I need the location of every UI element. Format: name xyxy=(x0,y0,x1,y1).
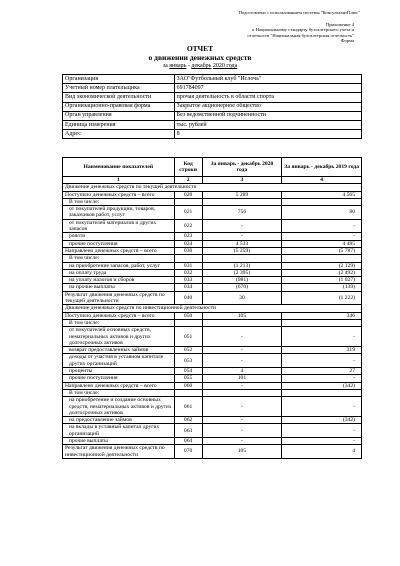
table-row xyxy=(63,233,362,240)
row-code: 061 xyxy=(174,397,202,417)
info-label: Адрес xyxy=(63,130,175,139)
row-name: В том числе: xyxy=(63,319,175,326)
row-value-current xyxy=(202,389,282,396)
row-name: Результат движения денежных средств по текущей деятельности xyxy=(63,291,175,305)
col-header-name: Наименование показателей xyxy=(63,158,175,177)
row-value-previous: (2 492) xyxy=(282,269,362,276)
row-code: 023 xyxy=(174,233,202,240)
table-row xyxy=(63,291,362,305)
row-code xyxy=(174,389,202,396)
row-name: от покупателей продукции, товаров, заказчиков работ, услуг xyxy=(63,206,175,220)
row-name: Результат движения денежных средств по инвестиционной деятельности xyxy=(63,445,175,459)
table-row xyxy=(63,312,362,319)
table-row xyxy=(63,269,362,276)
row-value-current: - xyxy=(202,382,282,389)
row-value-current: (5 259) xyxy=(202,247,282,254)
row-name: доходы от участия в уставном капитале других организаций xyxy=(63,354,175,368)
row-code: 064 xyxy=(174,437,202,444)
row-value-previous: 27 xyxy=(282,368,362,375)
section-row xyxy=(63,184,362,191)
row-name: на уплату налогов и сборов xyxy=(63,277,175,284)
row-value-current: - xyxy=(202,347,282,354)
row-code: 051 xyxy=(174,327,202,347)
row-value-current: 5 289 xyxy=(202,191,282,198)
row-value-previous: - xyxy=(282,327,362,347)
row-value-previous: 346 xyxy=(282,312,362,319)
table-row xyxy=(63,191,362,198)
row-value-previous: - xyxy=(282,219,362,233)
row-value-previous: (1 027) xyxy=(282,277,362,284)
table-row xyxy=(63,397,362,417)
info-value: ЗАО"Футбольный клуб "Ислочь" xyxy=(174,75,361,84)
table-row xyxy=(63,424,362,438)
row-value-previous: - xyxy=(282,354,362,368)
row-code: 021 xyxy=(174,206,202,220)
row-value-current: (981) xyxy=(202,277,282,284)
row-value-current: (2 395) xyxy=(202,269,282,276)
info-row xyxy=(63,93,362,102)
row-value-previous: (139) xyxy=(282,284,362,291)
row-value-previous xyxy=(282,255,362,262)
period-to: декабрь xyxy=(191,63,212,69)
col-number: 2 xyxy=(174,177,202,184)
table-row xyxy=(63,219,362,233)
row-value-previous: (2 129) xyxy=(282,262,362,269)
row-value-current xyxy=(202,319,282,326)
row-value-current: - xyxy=(202,327,282,347)
row-value-previous: 4 xyxy=(282,445,362,459)
info-label: Организация xyxy=(63,75,175,84)
row-value-previous: (1 222) xyxy=(282,291,362,305)
report-subtitle: о движении денежных средств xyxy=(148,53,252,62)
table-row xyxy=(63,417,362,424)
table-row xyxy=(63,198,362,205)
row-name: прочие поступления xyxy=(63,240,175,247)
row-value-current: 105 xyxy=(202,312,282,319)
row-value-current: - xyxy=(202,417,282,424)
form-header-line: Форма xyxy=(340,38,354,44)
row-name: на предоставление займов xyxy=(63,417,175,424)
info-row xyxy=(63,75,362,84)
row-value-previous xyxy=(282,319,362,326)
info-row xyxy=(63,111,362,120)
row-name: Направлено денежных средств – всего xyxy=(63,382,175,389)
form-header-note xyxy=(154,22,354,44)
form-header-line: к Национальному стандарту бухгалтерского учета и xyxy=(252,27,354,33)
row-name: В том числе: xyxy=(63,389,175,396)
table-row xyxy=(63,375,362,382)
info-value: 8 xyxy=(174,130,361,139)
info-row xyxy=(63,102,362,111)
row-value-current: 101 xyxy=(202,375,282,382)
row-value-previous xyxy=(282,389,362,396)
row-value-current: 4 533 xyxy=(202,240,282,247)
row-value-previous: (5 787) xyxy=(282,247,362,254)
form-header-line: Приложение 4 xyxy=(325,22,354,27)
period-prefix: за xyxy=(162,63,168,69)
row-value-previous xyxy=(282,198,362,205)
row-code: 030 xyxy=(174,247,202,254)
row-value-previous: - xyxy=(282,397,362,417)
row-value-current: - xyxy=(202,424,282,438)
row-value-previous: - xyxy=(282,437,362,444)
row-name: от покупателей материалов и других запасов xyxy=(63,219,175,233)
info-row xyxy=(63,84,362,93)
info-label: Вид экономической деятельности xyxy=(63,93,175,102)
row-name: на прочие выплаты xyxy=(63,284,175,291)
row-value-current: 756 xyxy=(202,206,282,220)
row-value-current: 105 xyxy=(202,445,282,459)
period-year: 2020 года xyxy=(212,63,238,69)
row-name: В том числе: xyxy=(63,198,175,205)
report-title: ОТЧЕТ xyxy=(186,44,214,53)
cash-flow-table xyxy=(62,157,362,459)
section-row xyxy=(63,305,362,312)
row-name: Поступило денежных средств – всего xyxy=(63,191,175,198)
row-code: 024 xyxy=(174,240,202,247)
row-name: на вклады в уставный капитал других организаций xyxy=(63,424,175,438)
row-value-previous: (342) xyxy=(282,382,362,389)
info-value: 691784097 xyxy=(174,84,361,93)
table-row xyxy=(63,206,362,220)
row-name: Поступило денежных средств – всего xyxy=(63,312,175,319)
row-value-current: - xyxy=(202,219,282,233)
row-name: прочие поступления xyxy=(63,375,175,382)
row-value-previous: 4 485 xyxy=(282,240,362,247)
table-row xyxy=(63,347,362,354)
row-code: 040 xyxy=(174,291,202,305)
table-row xyxy=(63,437,362,444)
col-number: 4 xyxy=(282,177,362,184)
row-value-previous: 319 xyxy=(282,347,362,354)
table-row xyxy=(63,389,362,396)
table-row xyxy=(63,319,362,326)
col-header-previous: За январь - декабрь 2019 года xyxy=(282,158,362,177)
row-value-previous: 80 xyxy=(282,206,362,220)
table-row xyxy=(63,445,362,459)
row-value-current: - xyxy=(202,233,282,240)
row-value-current xyxy=(202,255,282,262)
row-value-current: 4 xyxy=(202,368,282,375)
row-name: на приобретение запасов, работ, услуг xyxy=(63,262,175,269)
form-header-line: отчетности "Национальная бухгалтерская отчетность" xyxy=(247,32,354,38)
row-value-current: (670) xyxy=(202,284,282,291)
row-value-current: 30 xyxy=(202,291,282,305)
row-name: В том числе: xyxy=(63,255,175,262)
row-value-current: - xyxy=(202,354,282,368)
table-row xyxy=(63,255,362,262)
row-code xyxy=(174,319,202,326)
row-code xyxy=(174,198,202,205)
row-code: 054 xyxy=(174,368,202,375)
organization-info-table xyxy=(62,74,362,139)
row-code: 070 xyxy=(174,445,202,459)
row-value-previous: (342) xyxy=(282,417,362,424)
row-name: на оплату труда xyxy=(63,269,175,276)
row-code: 032 xyxy=(174,269,202,276)
row-code: 034 xyxy=(174,284,202,291)
row-value-current: - xyxy=(202,397,282,417)
table-row xyxy=(63,368,362,375)
info-value: тыс. рублей xyxy=(174,120,361,129)
info-value: Закрытое акционерное общество xyxy=(174,102,361,111)
info-value: прочая деятельность в области спорта xyxy=(174,93,361,102)
row-code: 055 xyxy=(174,375,202,382)
row-name: на приобретение и создание основных средств, нематериальных активов и других долгосрочных активов xyxy=(63,397,175,417)
top-note: Подготовлено с использованием системы "КонсультантПлюс" xyxy=(238,10,360,15)
row-name: Направлено денежных средств – всего xyxy=(63,247,175,254)
row-value-current: - xyxy=(202,437,282,444)
info-row xyxy=(63,120,362,129)
table-row xyxy=(63,240,362,247)
row-code: 053 xyxy=(174,354,202,368)
report-period xyxy=(0,63,400,69)
row-name: от покупателей основных средств, нематериальных активов и других долгосрочных активов xyxy=(63,327,175,347)
row-value-current: (1 213) xyxy=(202,262,282,269)
row-value-previous: - xyxy=(282,375,362,382)
row-name: прочие выплаты xyxy=(63,437,175,444)
row-code xyxy=(174,255,202,262)
row-code: 031 xyxy=(174,262,202,269)
row-name: проценты xyxy=(63,368,175,375)
col-number: 1 xyxy=(63,177,175,184)
info-label: Единица измерения xyxy=(63,120,175,129)
row-value-previous: - xyxy=(282,233,362,240)
col-header-code: Код строки xyxy=(174,158,202,177)
info-label: Учетный номер плательщика xyxy=(63,84,175,93)
row-code: 033 xyxy=(174,277,202,284)
table-row xyxy=(63,262,362,269)
row-code: 062 xyxy=(174,417,202,424)
row-code: 050 xyxy=(174,312,202,319)
period-dash: - xyxy=(187,63,190,69)
col-number: 3 xyxy=(202,177,282,184)
row-code: 022 xyxy=(174,219,202,233)
section-title: Движение денежных средств по текущей деятельности xyxy=(63,184,362,191)
row-code: 052 xyxy=(174,347,202,354)
table-row xyxy=(63,247,362,254)
row-value-current xyxy=(202,198,282,205)
row-code: 020 xyxy=(174,191,202,198)
info-row xyxy=(63,130,362,139)
row-name: возврат предоставленных займов xyxy=(63,347,175,354)
row-value-previous: - xyxy=(282,424,362,438)
table-row xyxy=(63,327,362,347)
table-row xyxy=(63,382,362,389)
col-header-current: За январь - декабрь 2020 года xyxy=(202,158,282,177)
info-value: Без ведомственной подчиненности xyxy=(174,111,361,120)
info-label: Организационно-правовая форма xyxy=(63,102,175,111)
table-row xyxy=(63,277,362,284)
row-value-previous: 4 565 xyxy=(282,191,362,198)
table-row xyxy=(63,354,362,368)
table-row xyxy=(63,284,362,291)
info-label: Орган управления xyxy=(63,111,175,120)
row-code: 060 xyxy=(174,382,202,389)
row-code: 063 xyxy=(174,424,202,438)
section-title: Движение денежных средств по инвестиционной деятельности xyxy=(63,305,362,312)
period-from: январь xyxy=(169,63,187,69)
row-name: роялти xyxy=(63,233,175,240)
